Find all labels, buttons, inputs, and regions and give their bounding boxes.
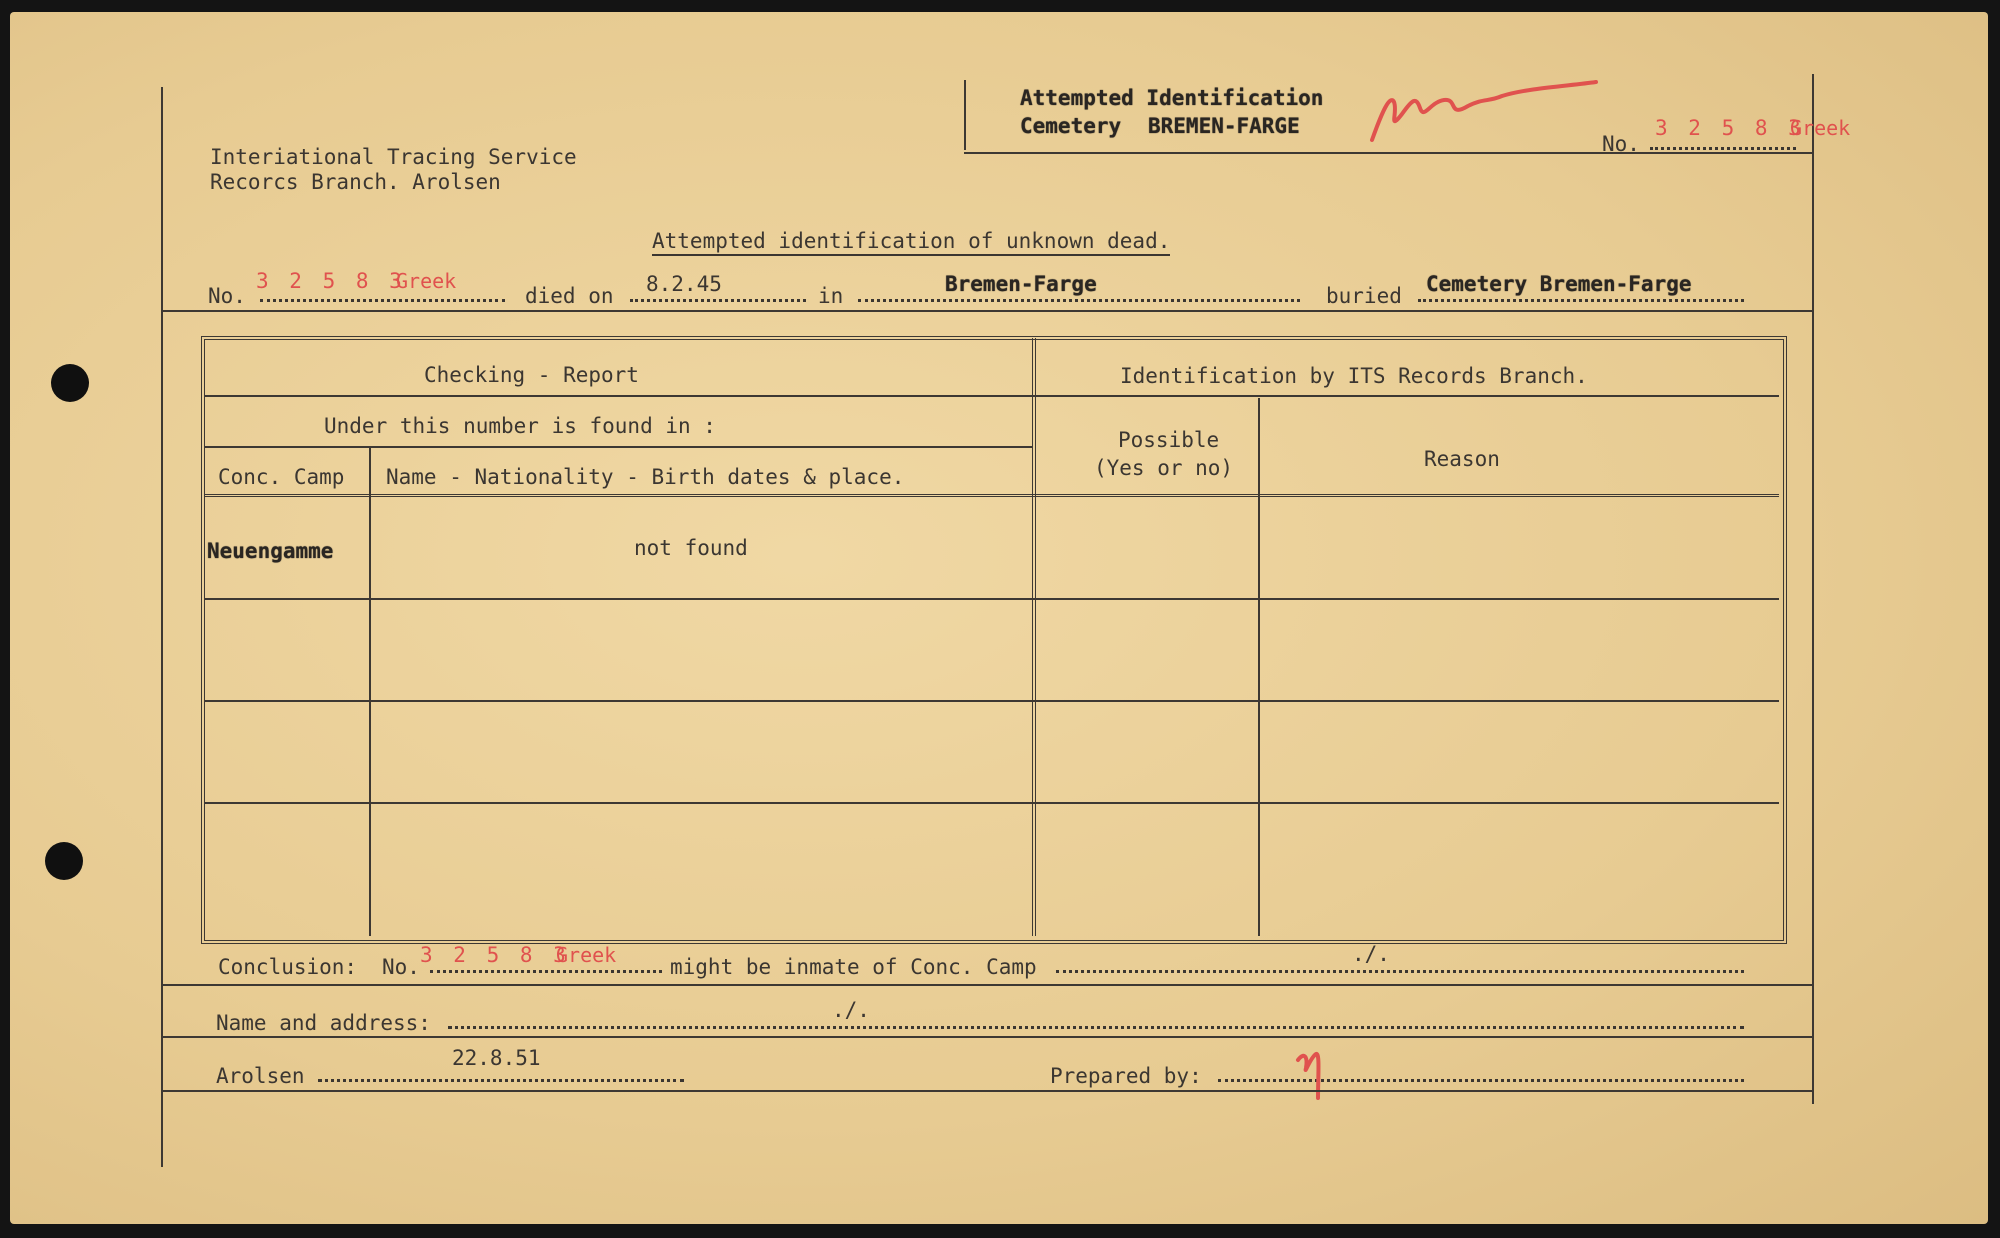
table-camp-divider <box>369 446 371 936</box>
buried-label: buried <box>1326 284 1402 308</box>
org-name: Interiational Tracing Service <box>210 145 577 169</box>
name-address-rule <box>161 1036 1813 1038</box>
table-header-rule-2 <box>205 446 1032 448</box>
checking-report-header: Checking - Report <box>424 363 639 387</box>
table-row-rule-1 <box>205 598 1779 600</box>
record-card <box>10 12 1988 1224</box>
table-header-rule-3 <box>205 494 1779 497</box>
conclusion-camp-value: ./. <box>1352 942 1390 966</box>
buried-value: Cemetery Bremen-Farge <box>1426 272 1692 296</box>
table-mid-divider <box>1032 338 1036 936</box>
prepared-by-label: Prepared by: <box>1050 1064 1202 1088</box>
buried-dots <box>1418 299 1744 302</box>
died-dots <box>630 299 806 302</box>
document-title: Attempted identification of unknown dead. <box>652 231 1170 256</box>
header-cemetery-value: BREMEN-FARGE <box>1148 114 1300 138</box>
table-row-rule-2 <box>205 700 1779 702</box>
footer-rule <box>161 1090 1813 1092</box>
header-no-suffix: Greek <box>1790 116 1851 140</box>
table-possible-divider <box>1258 398 1260 936</box>
table-row-rule-3 <box>205 802 1779 804</box>
in-dots <box>858 299 1300 302</box>
conclusion-camp-dots <box>1056 970 1744 973</box>
conclusion-no-suffix: Greek <box>556 943 617 967</box>
conclusion-mid-text: might be inmate of Conc. Camp <box>670 955 1037 979</box>
header-box-bottom <box>964 152 1814 154</box>
col-header-name: Name - Nationality - Birth dates & place. <box>386 465 905 489</box>
header-no-label: No. <box>1602 132 1640 156</box>
header-box-title: Attempted Identification <box>1020 86 1324 110</box>
header-no-value: 3 2 5 8 3 <box>1655 116 1805 140</box>
name-address-label: Name and address: <box>216 1011 431 1035</box>
col-header-reason: Reason <box>1424 447 1500 471</box>
org-branch: Recorcs Branch. Arolsen <box>210 170 501 194</box>
died-label: died on <box>525 284 614 308</box>
header-box-left <box>964 80 966 150</box>
footer-place-label: Arolsen <box>216 1064 305 1088</box>
identification-header: Identification by ITS Records Branch. <box>1120 364 1588 388</box>
in-value: Bremen-Farge <box>945 272 1097 296</box>
name-address-dots <box>448 1026 1744 1029</box>
found-in-subheader: Under this number is found in : <box>324 414 716 438</box>
left-margin-line <box>161 87 163 1167</box>
record-no-label: No. <box>208 284 246 308</box>
punch-hole-top <box>51 364 89 402</box>
died-value: 8.2.45 <box>646 272 722 296</box>
in-label: in <box>818 284 844 308</box>
footer-date-dots <box>318 1079 684 1082</box>
name-address-value: ./. <box>832 998 870 1022</box>
record-no-value: 3 2 5 8 3 <box>256 269 406 293</box>
record-line-rule <box>161 310 1813 312</box>
row1-name: not found <box>634 536 748 560</box>
footer-date-value: 22.8.51 <box>452 1046 541 1070</box>
header-cemetery-label: Cemetery <box>1020 114 1122 138</box>
col-header-camp: Conc. Camp <box>218 465 345 489</box>
table-header-rule-1 <box>205 395 1779 397</box>
record-no-suffix: Greek <box>396 269 457 293</box>
punch-hole-bottom <box>45 842 83 880</box>
conclusion-rule <box>161 984 1813 986</box>
conclusion-no-dots <box>430 970 662 973</box>
col-header-possible: Possible <box>1118 428 1220 452</box>
row1-camp: Neuengamme <box>207 539 334 563</box>
prepared-by-initial <box>1292 1046 1332 1106</box>
conclusion-no-value: 3 2 5 8 3 <box>420 943 570 967</box>
handwritten-scribble <box>1368 72 1608 152</box>
header-no-dots <box>1650 147 1796 150</box>
conclusion-label: Conclusion: <box>218 955 358 979</box>
col-header-possible-sub: (Yes or no) <box>1094 456 1234 480</box>
conclusion-no-label: No. <box>382 955 420 979</box>
right-margin-line <box>1812 74 1814 1104</box>
record-no-dots <box>260 299 505 302</box>
